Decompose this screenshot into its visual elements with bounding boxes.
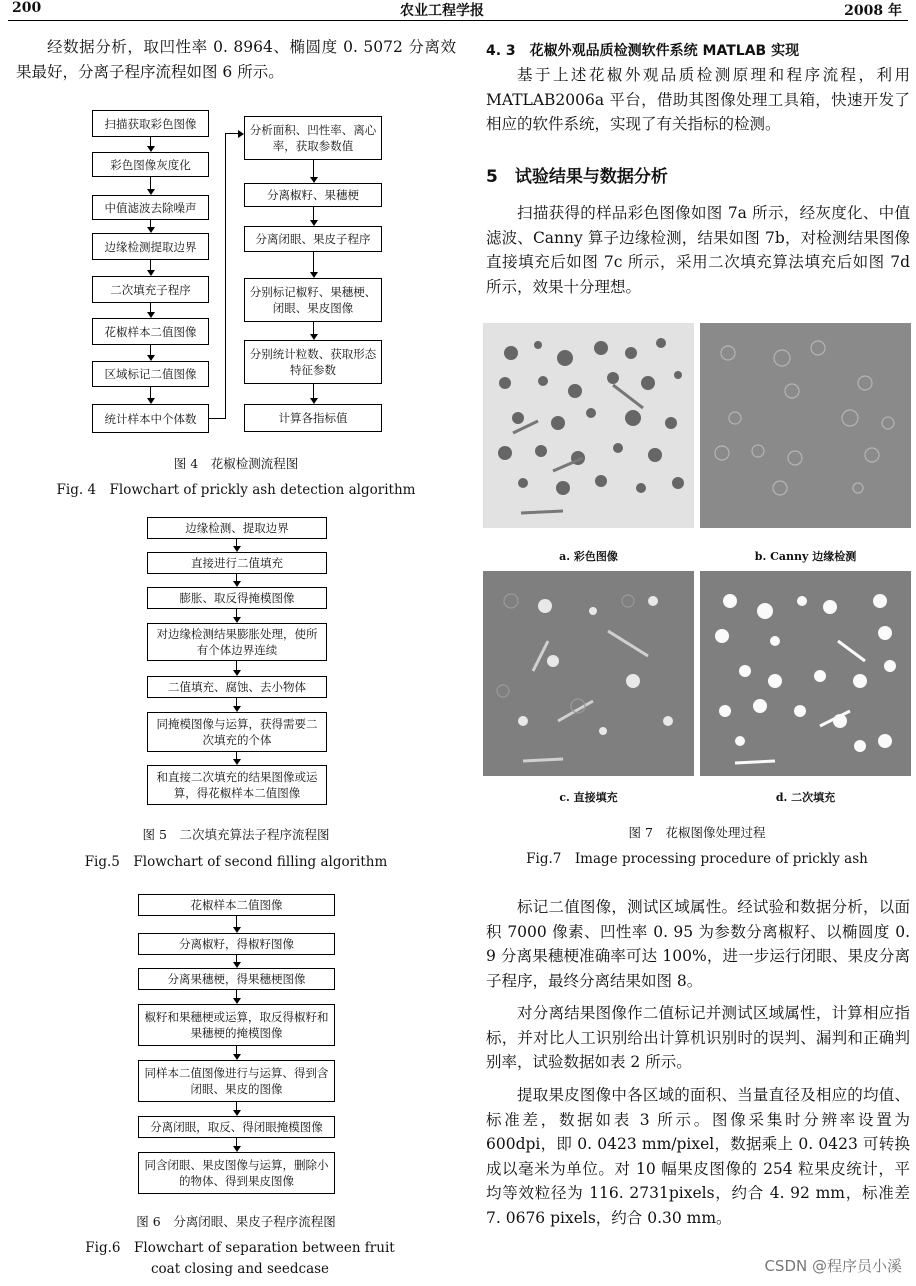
paragraph-segmentation: 标记二值图像，测试区域属性。经试验和数据分析，以面积 7000 像素、凹性率 0. 95 为参数分离椒籽、以椭圆度 0. 9 分离果穗梗准确率可达 100%，进一步运行闭眼、果皮分离子程序，最终分离结果如图 8。 [486,898,910,990]
fig4-step-10: 分离椒籽、果穗梗 [244,183,382,207]
section-4-3-title: 4. 3 花椒外观品质检测软件系统 MATLAB 实现 [486,43,800,59]
arrow-icon [238,130,244,138]
header-rule [8,20,908,21]
fig4-step-11: 分离闭眼、果皮子程序 [244,226,382,252]
fig5-step-4: 对边缘检测结果膨胀处理，使所有个体边界连续 [147,623,327,661]
intro-paragraph: 经数据分析，取凹性率 0. 8964、椭圆度 0. 5072 分离效果最好，分离子程序流程如图 6 所示。 [16,38,456,81]
year: 2008 年 [844,3,902,19]
fig6-step-5: 同样本二值图像进行与运算、得到含闭眼、果皮的图像 [138,1060,335,1102]
fig6-step-1: 花椒样本二值图像 [138,894,335,916]
arrow-icon [233,1146,241,1152]
fig7d-label: d. 二次填充 [775,791,836,804]
page-number: 200 [12,0,42,16]
fig4-step-9: 分析面积、凹性率、离心率，获取参数值 [244,116,382,160]
fig5-caption-en: Fig.5 Flowchart of second filling algorithm [84,854,388,870]
fig6-caption-en: Fig.6 Flowchart of separation between fruit coat closing and seedcase [85,1240,395,1277]
paragraph-labeling: 对分离结果图像作二值标记并测试区域属性，计算相应指标，并对比人工识别给出计算机识别时的误判、漏判和正确判别率，试验数据如表 2 所示。 [486,1004,910,1071]
fig5-step-7: 和直接二次填充的结果图像或运算，得花椒样本二值图像 [147,765,327,805]
fig4-step-1: 扫描获取彩色图像 [92,110,209,137]
arrow-icon [147,189,155,195]
fig5-step-6: 同掩模图像与运算，获得需要二次填充的个体 [147,712,327,752]
section-4-3-paragraph: 基于上述花椒外观品质检测原理和程序流程，利用 MATLAB2006a 平台，借助其图像处理工具箱，快速开发了相应的软件系统，实现了有关指标的检测。 [486,66,910,133]
fig5-step-2: 直接进行二值填充 [147,552,327,574]
fig5-step-3: 膨胀、取反得掩模图像 [147,587,327,609]
arrow-icon [233,546,241,552]
arrow-icon [233,706,241,712]
fig7b-label: b. Canny 边缘检测 [754,550,857,563]
paragraph-statistics: 提取果皮图像中各区域的面积、当量直径及相应的均值、标准差，数据如表 3 所示。图像采集时分辨率设置为 600dpi，即 0. 0423 mm/pixel，数据乘上 0. 0423 可转换成以毫米为单位。对 10 幅果皮图像的 254 粒果皮统计，平均等效粒径为 116. 2731pixels，约合 4. 92 mm，标准差 7. 0676 pixels，约合 0.30 mm。 [486,1086,910,1227]
fig7-panel-d [700,571,911,776]
arrow-icon [147,146,155,152]
fig7c-label: c. 直接填充 [559,791,618,804]
fig5-step-5: 二值填充、腐蚀、去小物体 [147,676,327,698]
fig7b-image [700,323,911,528]
arrow-icon [310,398,318,404]
fig7-panel-c [483,571,694,776]
fig7a-label: a. 彩色图像 [559,550,618,563]
arrow-icon [233,927,241,933]
arrow-icon [147,270,155,276]
arrow-icon [233,1110,241,1116]
fig6-caption-zh: 图 6 分离闭眼、果皮子程序流程图 [136,1214,336,1229]
fig4-step-7: 区域标记二值图像 [92,361,209,387]
fig7a-image [483,323,694,528]
arrow-icon [233,670,241,676]
fig4-caption-zh: 图 4 花椒检测流程图 [173,456,299,471]
fig4-caption-en: Fig. 4 Flowchart of prickly ash detection algorithm [56,482,416,498]
arrow-icon [310,220,318,226]
arrow-icon [147,227,155,233]
arrow-icon [147,312,155,318]
fig7-panel-b [700,323,911,528]
arrow-icon [233,1054,241,1060]
fig5-step-1: 边缘检测、提取边界 [147,517,327,539]
arrow-icon [233,617,241,623]
fig4-step-8: 统计样本中个体数 [92,404,209,433]
fig4-step-14: 计算各指标值 [244,404,382,432]
watermark: CSDN @程序员小溪 [764,1257,902,1275]
fig6-step-4: 椒籽和果穗梗或运算，取反得椒籽和果穗梗的掩模图像 [138,1004,335,1046]
fig7-caption-en: Fig.7 Image processing procedure of prickly ash [526,851,868,867]
fig4-step-4: 边缘检测提取边界 [92,233,209,260]
arrow-icon [233,962,241,968]
fig7d-image [700,571,911,776]
arrow-icon [233,759,241,765]
arrow-icon [310,334,318,340]
arrow-icon [310,272,318,278]
arrow-icon [233,998,241,1004]
fig6-step-3: 分离果穗梗，得果穗梗图像 [138,968,335,990]
fig4-step-2: 彩色图像灰度化 [92,152,209,177]
arrow-icon [147,398,155,404]
fig4-step-6: 花椒样本二值图像 [92,318,209,345]
fig7-panel-a [483,323,694,528]
section-5-title: 5 试验结果与数据分析 [486,167,668,187]
fig4-step-5: 二次填充子程序 [92,276,209,303]
arrow-icon [310,177,318,183]
fig4-step-13: 分别统计粒数、获取形态特征参数 [244,340,382,384]
fig7c-image [483,571,694,776]
fig4-step-12: 分别标记椒籽、果穗梗、闭眼、果皮图像 [244,278,382,322]
arrow-icon [147,355,155,361]
fig6-step-7: 同含闭眼、果皮图像与运算，删除小的物体、得到果皮图像 [138,1152,335,1194]
section-5-paragraph: 扫描获得的样品彩色图像如图 7a 所示，经灰度化、中值滤波、Canny 算子边缘检测，结果如图 7b，对检测结果图像直接填充后如图 7c 所示，采用二次填充算法填充后如图 7d 所示，效果十分理想。 [486,204,910,296]
journal-name: 农业工程学报 [400,3,484,19]
fig6-step-6: 分离闭眼，取反、得闭眼掩模图像 [138,1116,335,1138]
arrow-icon [233,581,241,587]
fig5-caption-zh: 图 5 二次填充算法子程序流程图 [142,827,330,842]
fig7-caption-zh: 图 7 花椒图像处理过程 [628,825,766,840]
fig4-step-3: 中值滤波去除噪声 [92,195,209,220]
fig6-step-2: 分离椒籽，得椒籽图像 [138,933,335,955]
